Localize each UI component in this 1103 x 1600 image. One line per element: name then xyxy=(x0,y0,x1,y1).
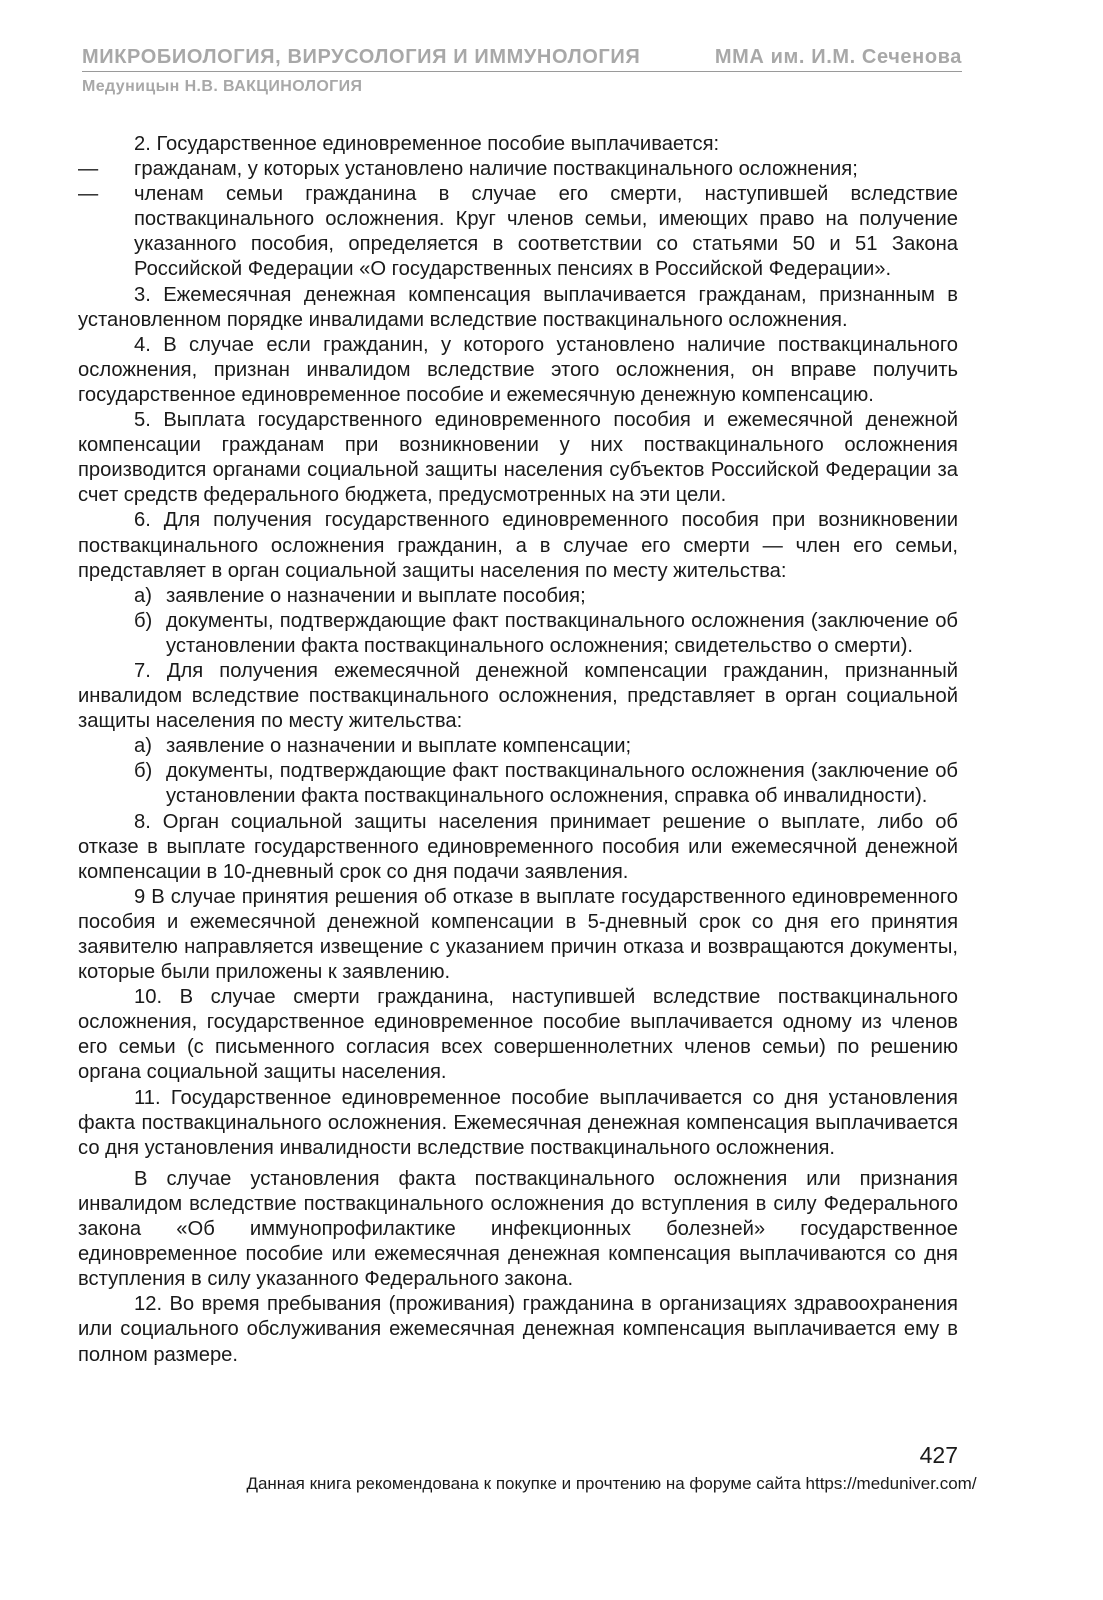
paragraph: 2. Государственное единовременное пособие выплачивается: xyxy=(134,133,720,155)
header-row xyxy=(82,46,962,72)
paragraph: 7. Для получения ежемесячной денежной компенсации гражданин, признанный инвалидом вследствие поствакцинального осложнения, представляет в орган социальной защиты населения по месту жительства: xyxy=(78,659,958,733)
header-institution: ММА им. И.М. Сеченова xyxy=(714,46,962,68)
list-marker: а) xyxy=(134,584,152,607)
paragraph: 3. Ежемесячная денежная компенсация выплачивается гражданам, признанным в установленном порядке инвалидами вследствие поствакцинального осложнения. xyxy=(78,283,958,331)
lettered-list-item xyxy=(78,759,958,809)
running-header xyxy=(82,46,962,96)
lettered-list-item xyxy=(78,609,958,659)
list-marker: б) xyxy=(134,760,153,783)
list-item-text: документы, подтверждающие факт поствакцинального осложнения (заключение об установлении факта поствакцинального осложнения, справка об инвалидности). xyxy=(166,760,958,808)
list-item-text: заявление о назначении и выплате компенсации; xyxy=(166,735,632,758)
paragraph: 11. Государственное единовременное пособие выплачивается со дня установления факта поствакцинального осложнения. Ежемесячная денежная компенсация выплачивается со дня установления инвалидности вследствие поствакцинального осложнения. xyxy=(78,1086,958,1159)
lettered-list-item xyxy=(78,584,958,609)
list-item-text: заявление о назначении и выплате пособия; xyxy=(166,584,586,607)
paragraph: В случае установления факта поствакцинального осложнения или признания инвалидом вследствие поствакцинального осложнения до вступления в силу Федерального закона «Об иммунопрофилактике инфекционных болезней» государственное единовременное пособие или ежемесячная денежная компенсация выплачиваются со дня вступления в силу указанного Федерального закона. xyxy=(78,1167,958,1291)
list-item-text: членам семьи гражданина в случае его смерти, наступившей вследствие поствакцинального осложнения. Круг членов семьи, имеющих право на получение указанного пособия, определяется в соответствии со статьями 50 и 51 Закона Российской Федерации «О государственных пенсиях в Российской Федерации». xyxy=(134,183,958,281)
list-item-text: документы, подтверждающие факт поствакцинального осложнения (заключение об установлении факта поствакцинального осложнения; свидетельство о смерти). xyxy=(166,609,958,657)
paragraph: 12. Во время пребывания (проживания) гражданина в организациях здравоохранения или социального обслуживания ежемесячная денежная компенсация выплачивается ему в полном размере. xyxy=(78,1293,958,1366)
page-body xyxy=(78,132,958,1368)
list-marker: — xyxy=(78,183,99,206)
list-item-text: гражданам, у которых установлено наличие поствакцинального осложнения; xyxy=(134,158,858,181)
paragraph: 5. Выплата государственного единовременного пособия и ежемесячной денежной компенсации гражданам при возникновении у них поствакцинального осложнения производится органами социальной защиты населения субъектов Российской Федерации за счет средств федерального бюджета, предусмотренных на эти цели. xyxy=(78,409,958,507)
dash-list-item xyxy=(78,182,958,282)
paragraph: 10. В случае смерти гражданина, наступившей вследствие поствакцинального осложнения, государственное единовременное пособие выплачивается одному из членов его семьи (с письменного согласия всех совершеннолетних членов семьи) по решению органа социальной защиты населения. xyxy=(78,986,958,1084)
paragraph: 6. Для получения государственного единовременного пособия при возникновении поствакцинального осложнения гражданин, а в случае его смерти — член его семьи, представляет в орган социальной защиты населения по месту жительства: xyxy=(78,509,958,582)
list-marker: — xyxy=(78,158,99,181)
paragraph: 9 В случае принятия решения об отказе в выплате государственного единовременного пособия и ежемесячной денежной компенсации в 5-дневный срок со дня его принятия заявителю направляется извещение с указанием причин отказа и возвращаются документы, которые были приложены к заявлению. xyxy=(78,885,958,984)
paragraph: 8. Орган социальной защиты населения принимает решение о выплате, либо об отказе в выплате государственного единовременного пособия или ежемесячной денежной компенсации в 10-дневный срок со дня подачи заявления. xyxy=(78,810,958,883)
list-marker: б) xyxy=(134,609,153,632)
paragraph: 4. В случае если гражданин, у которого установлено наличие поствакцинального осложнения, признан инвалидом вследствие этого осложнения, он вправе получить государственное единовременное пособие и ежемесячную денежную компенсацию. xyxy=(78,333,958,406)
page-footer: Данная книга рекомендована к покупке и прочтению на форуме сайта https://meduniver.com/ xyxy=(246,1474,977,1493)
header-book-title: Медуницын Н.В. ВАКЦИНОЛОГИЯ xyxy=(82,78,363,95)
dash-list-item xyxy=(78,157,958,182)
list-marker: а) xyxy=(134,735,152,758)
page-number: 427 xyxy=(919,1442,958,1468)
header-subject: МИКРОБИОЛОГИЯ, ВИРУСОЛОГИЯ И ИММУНОЛОГИЯ xyxy=(82,46,641,68)
lettered-list-item xyxy=(78,734,958,759)
